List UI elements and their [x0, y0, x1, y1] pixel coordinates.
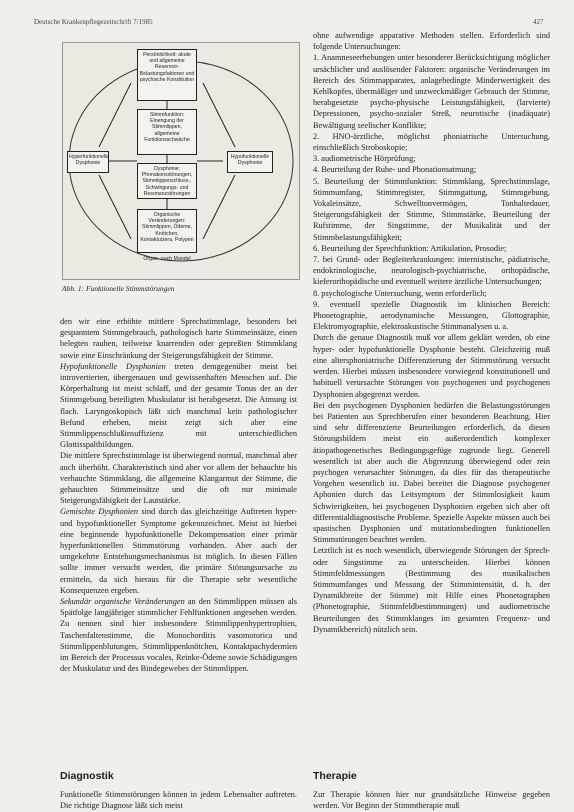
- right-paragraph: ohne aufwendige apparative Methoden stellen. Erforderlich sind folgende Untersuchungen:: [313, 31, 550, 52]
- lead-in-term: Sekundär organische Veränderungen: [60, 597, 185, 607]
- right-paragraph: 2. HNO-ärztliche, möglichst phoniatrische Untersuchung, einschließlich Stroboskopie;: [313, 131, 550, 153]
- right-paragraph: 7. bei Grund- oder Begleiterkrankungen: internistische, pädiatrische, endokrinologische, neurologisch-psychiatrische, orthopädische, kieferorthopädische und eventuell weitere ärztliche Untersuchungen;: [313, 255, 550, 287]
- left-paragraph: Gemischte Dysphonien sind durch das gleichzeitige Auftreten hyper- und hypofunktioneller Symptome gekennzeichnet. Meist ist hierbei eine beginnende hypofunktionelle Dekompensation einer primär hyperfunktionellen Stimmstörung vorhanden. Aber auch der umgekehrte Entstehungsmechanismus ist möglich. In diesen Fällen sollte immer versucht werden, die primäre Störungsursache zu ermitteln, da sich hieraus für die Therapie sehr wesentliche Konsequenzen ergeben.: [60, 507, 297, 595]
- lead-in-term: Gemischte Dysphonien: [60, 507, 138, 517]
- right-paragraph: 8. psychologische Untersuchung, wenn erforderlich;: [313, 288, 487, 298]
- figure-caption: Abb. 1: Funktionelle Stimmstörungen: [62, 284, 175, 293]
- figure-diagram: [62, 42, 300, 280]
- left-paragraph: Sekundär organische Veränderungen an den Stimmlippen müssen als Spätfolge langjähriger stimmlicher Fehlfunktionen angesehen werden. Zu nennen sind hier insbesondere Stimmlippenhypertrophien, Taschenfaltenstimme, die Monochorditis vasomotorica und Stimmlippenblutungen, Stimmlippenknötchen, Kontaktpachydermien im Bereich der Processus vocales, Reinke-Ödeme sowie Schädigungen der Muskulatur und des Bindegewebes der Stimmlippen.: [60, 597, 297, 674]
- figure-label-hyper: Hyperfunktionelle Dysphonie: [67, 151, 109, 173]
- right-paragraph: Letztlich ist es noch wesentlich, überwiegende Störungen der Sprech- oder Singstimme zu unterscheiden. Hierbei können Stimmfeldmessungen (Bestimmung des musikalischen Stimmumfanges und Messung der Stimmintensität, d. h. der Dynamikbreite der Stimme) mit Hilfe eines Phonetographen (Phonetographie, Stimmfeldbestimmungen) und audiometrische Beurteilungen des Stimmklanges im gesamten Frequenz- und Dynamikbereich) nützlich sein.: [313, 546, 550, 634]
- section-heading-therapie: Therapie: [313, 770, 357, 782]
- therapie-text: Zur Therapie können hier nur grundsätzliche Hinweise gegeben werden. Vor Beginn der Stimmtherapie muß: [313, 790, 550, 811]
- diagnostik-text: Funktionelle Stimmstörungen können in jedem Lebensalter auftreten. Die richtige Diagnose läßt sich meist: [60, 790, 297, 811]
- running-header: Deutsche Krankenpflegezeitschrift 7/1985: [34, 18, 153, 26]
- right-paragraph: 9. eventuell spezielle Diagnostik im klinischen Bereich: Phonetographie, aerodynamische Messungen, Glottographie, Elektromyographie, elektroakustische Stimmanalysen u. a.: [313, 299, 550, 332]
- section-heading-diagnostik: Diagnostik: [60, 770, 114, 782]
- left-paragraph: Die mittlere Sprechstimmlage ist überwiegend normal, manchmal aber auch überhöht. Charakteristisch sind aber vor allem der behauchte bis verhauchte Stimmklang, die allgemeine Klangarmut der Stimme, die gehauchten Stimmeinsätze und die oft nur minimale Steigerungsfähigkeit der Lautstärke.: [60, 451, 297, 506]
- right-paragraph: 4. Beurteilung der Ruhe- und Phonationsatmung;: [313, 165, 477, 175]
- figure-box-footer: Organ- nach Mandel: [143, 256, 191, 262]
- right-column: [313, 30, 550, 635]
- right-paragraph: 6. Beurteilung der Sprechfunktion: Artikulation, Prosodie;: [313, 243, 507, 253]
- page-number: 427: [533, 18, 544, 26]
- lead-in-term: Hypofunktionelle Dysphonien: [60, 361, 166, 371]
- left-paragraph: Hypofunktionelle Dysphonien treten demgegenüber meist bei introvertierten, übergenauen und gewissenhaften Menschen auf. Die Körperhaltung ist meist schlaff, und der gesamte Tonus der an der Stimmgebung beteiligten Muskulatur ist herabgesetzt. Die Atmung ist flach. Laryngoskopisch läßt sich manchmal kein pathologischer Befund erheben, meist zeigt sich aber eine Stimmlippenschlußinsuffizienz mit unterschiedlichen Glottisspaltbildungen.: [60, 361, 297, 450]
- right-paragraph: Bei den psychogenen Dysphonien bedürfen die Belastungsstörungen bei Patienten aus Sprechberufen einer besonderen Beachtung. Hier sind sehr differenzierte Beurteilungen erforderlich, da diesen Störungsbildern meist ein außerordentlich komplexer ätiopathogenetisches Bedingungsgefüge zugrunde liegt. Generell wesentlich ist aber auch die Abgrenzung überwiegend oder rein psychogen verursachter Störungen, da dies für das therapeutische Vorgehen wesentlich ist. Dabei bereitet die Diagnose psychogener Aphonien durch das Leitsymptom der Stimmlosigkeit kaum Schwierigkeiten, bei psychogenen Dysphonien ergeben sich aber oft differentialdiagnostische Probleme. Spezielle Aspekte müssen auch bei spastischen Dysphonien und mutationsbedingten funktionellen Stimmstörungen beachtet werden.: [313, 400, 550, 545]
- figure-label-hypo: Hypofunktionelle Dysphonie: [227, 151, 273, 173]
- right-paragraph: 5. Beurteilung der Stimmfunktion: Stimmklang, Sprechstimmlage, Stimmumfang, Stimmregister, Stimmgattung, Stimmgebung, Vokaleinsätze, Schwelltonvermögen, Tonhaltedauer, Steigerungsfähigkeit der Stimme, Stimmstärke, Beurteilung der Rufstimme, der Singstimme, der Musikalität und der Stimmbelastungsfähigkeit;: [313, 176, 550, 242]
- right-paragraph: Durch die genaue Diagnostik muß vor allem geklärt werden, ob eine hyper- oder hypofunktionelle Dysphonie besteht. Gleichzeitig muß eine altersphoniatrische Differenzierung der Stimmstörung versucht werden. Hierbei müssen insbesondere vorwiegend konstitutionell und habituell verursachte Störungen von psychogenen und psychogenen Dysphonien abgegrenzt werden.: [313, 333, 550, 399]
- left-paragraph: den wir eine erhöhte mittlere Sprechstimmlage, besonders bei gespanntem Stimmgebrauch, pathologisch harte Stimmeinsätze, einen belegten rauhen, teilweise knarrenden oder gepreßten Stimmklang sowie eine Einschränkung der Steigerungsfähigkeit der Stimme.: [60, 317, 297, 360]
- right-paragraph: 3. audiometrische Hörprüfung;: [313, 154, 416, 164]
- right-paragraph: 1. Anamneseerhebungen unter besonderer Berücksichtigung möglicher ursächlicher und auslösender Faktoren: organische Veränderungen im Bereich des Stimmapparates, anlagebedingte Minderwertigkeit des Kehlkopfes, übermäßiger und unzweckmäßiger Gebrauch der Stimme, herabgesetzte psycho-physische Leistungsfähigkeit, (larvierte) Depressionen, psycho-sozialer Streß, neurotische (inadäquate) Bewältigung seelischer Konflikte;: [313, 53, 550, 130]
- figure-box-voice-function: Stimmfunktion: Einengung der Stimmlippen, allgemeine Funktionsschwäche: [137, 109, 197, 155]
- left-column: [60, 316, 297, 675]
- figure-box-personality: Persönlichkeit: akute und allgemeine Reservoir- Belastungsfaktoren und psychische Konstitution: [137, 49, 197, 101]
- figure-box-dysphonia: Dysphonie: Phonationsstörungen, Stimmlippenschluss-, Schwingungs- und Resonanzstörungen: [137, 163, 197, 199]
- figure-box-organic-changes: Organische Veränderungen: Stimmlippen, Ödeme, Knötchen, Kontaktulzera, Polypen: [137, 209, 197, 253]
